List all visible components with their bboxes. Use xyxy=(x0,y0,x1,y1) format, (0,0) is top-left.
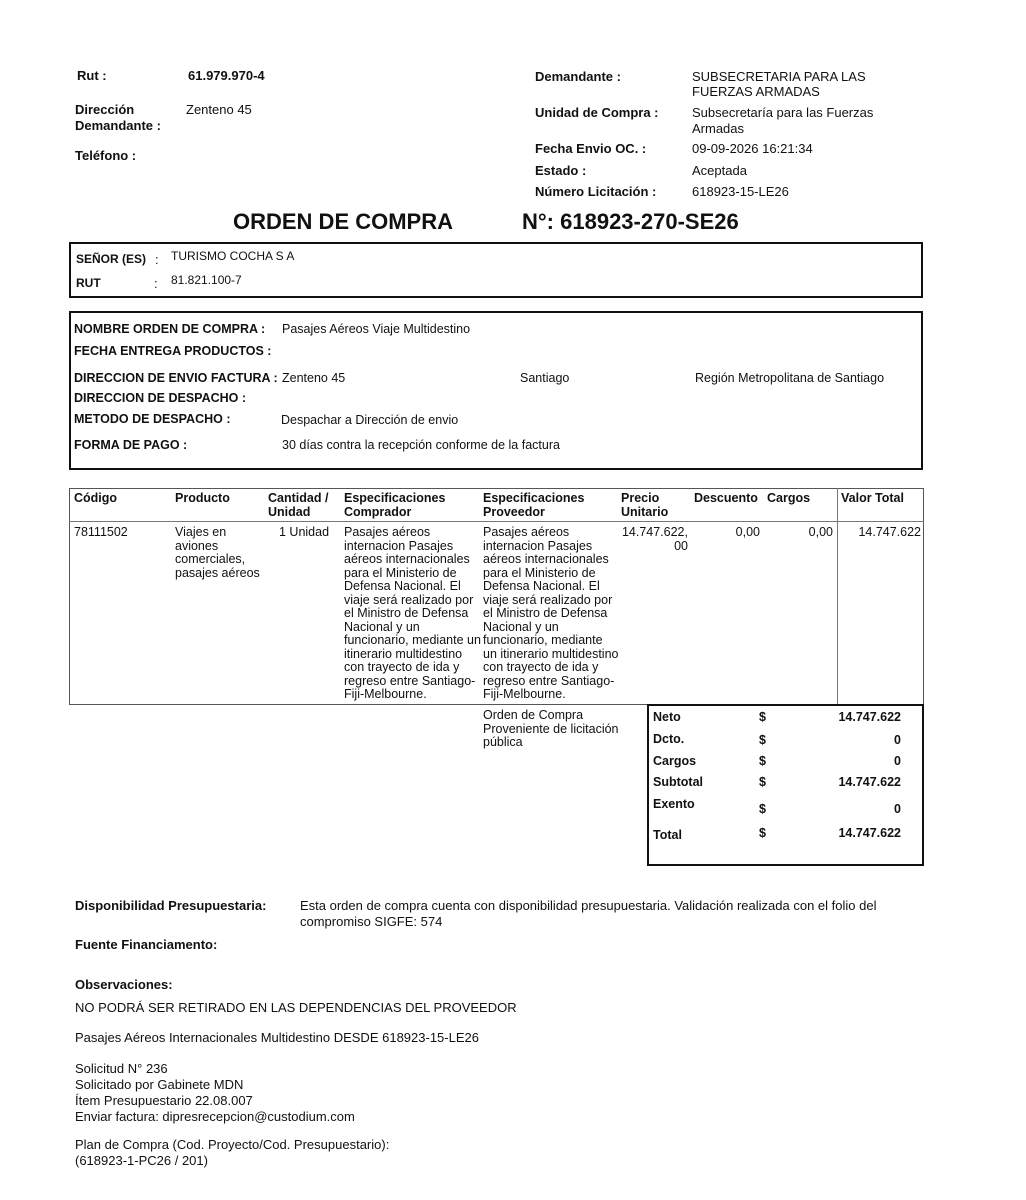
nombre-orden-label: NOMBRE ORDEN DE COMPRA : xyxy=(74,322,266,336)
table-header-divider xyxy=(69,521,924,522)
direccion-factura-ciudad: Santiago xyxy=(520,371,570,385)
unidad-compra-value: Subsecretaría para las Fuerzas xyxy=(692,105,874,120)
header-esp-comprador-2: Comprador xyxy=(344,505,412,519)
totals-dcto-label: Dcto. xyxy=(653,732,685,746)
observation-line: Pasajes Aéreos Internacionales Multidestino DESDE 618923-15-LE26 xyxy=(75,1030,479,1045)
fecha-envio-label: Fecha Envio OC. : xyxy=(535,141,647,156)
supplier-rut-colon: : xyxy=(154,276,158,291)
unidad-compra-value-2: Armadas xyxy=(692,121,745,136)
row-cantidad: 1 Unidad xyxy=(279,525,330,539)
totals-exento-label: Exento xyxy=(653,797,695,811)
unidad-compra-label: Unidad de Compra : xyxy=(535,105,659,120)
row-esp-comprador-line: Defensa Nacional. El xyxy=(344,579,461,593)
origin-note-line: Orden de Compra xyxy=(483,708,584,722)
order-details-box xyxy=(69,311,923,470)
estado-value: Aceptada xyxy=(692,163,747,178)
origin-note xyxy=(483,709,619,750)
observaciones-label: Observaciones: xyxy=(75,977,173,992)
demandante-label: Demandante : xyxy=(535,69,621,84)
senor-value: TURISMO COCHA S A xyxy=(171,249,295,263)
row-descuento: 0,00 xyxy=(735,525,760,539)
observation-block xyxy=(75,1061,355,1125)
row-esp-proveedor-line: regreso entre Santiago- xyxy=(483,673,615,688)
row-esp-comprador-line: el Ministro de Defensa xyxy=(344,606,469,620)
fecha-entrega-label: FECHA ENTREGA PRODUCTOS : xyxy=(74,344,272,358)
direccion-label: Dirección xyxy=(75,102,135,117)
licitacion-label: Número Licitación : xyxy=(535,184,657,199)
disponibilidad-label: Disponibilidad Presupuestaria: xyxy=(75,898,267,913)
row-esp-comprador-line: Fiji-Melbourne. xyxy=(344,687,427,701)
observation-line: Solicitado por Gabinete MDN xyxy=(75,1077,244,1092)
row-esp-comprador-line: con trayecto de ida y xyxy=(344,660,460,674)
supplier-rut-value: 81.821.100-7 xyxy=(171,273,242,287)
forma-pago-value: 30 días contra la recepción conforme de la factura xyxy=(282,438,560,452)
row-precio-line: 00 xyxy=(674,538,688,553)
row-esp-proveedor-line: Pasajes aéreos xyxy=(483,525,570,539)
row-esp-comprador-line: aéreos internacionales xyxy=(344,552,470,566)
origin-note-line: pública xyxy=(483,735,523,749)
telefono-label: Teléfono : xyxy=(75,148,137,163)
header-producto: Producto xyxy=(175,491,230,505)
row-esp-proveedor-line: Fiji-Melbourne. xyxy=(483,687,566,701)
row-esp-proveedor xyxy=(483,526,619,702)
direccion-label-2: Demandante : xyxy=(75,118,161,133)
row-esp-proveedor-line: Nacional y un xyxy=(483,619,559,634)
row-valor-total: 14.747.622 xyxy=(858,525,921,539)
direccion-value: Zenteno 45 xyxy=(186,102,252,117)
page-title: ORDEN DE COMPRA xyxy=(233,209,454,234)
disponibilidad-value: Esta orden de compra cuenta con disponibilidad presupuestaria. Validación realizada con el folio del xyxy=(300,898,877,913)
totals-neto-currency: $ xyxy=(759,710,766,724)
totals-cargos-label: Cargos xyxy=(653,754,697,768)
totals-box xyxy=(647,704,924,866)
disponibilidad-value-2: compromiso SIGFE: 574 xyxy=(300,914,443,929)
row-esp-proveedor-line: el Ministro de Defensa xyxy=(483,606,608,620)
observation-line: (618923-1-PC26 / 201) xyxy=(75,1153,208,1168)
header-esp-proveedor-2: Proveedor xyxy=(483,505,545,519)
observation-line: Plan de Compra (Cod. Proyecto/Cod. Presupuestario): xyxy=(75,1137,390,1152)
header-precio-2: Unitario xyxy=(621,505,669,519)
supplier-rut-label: RUT xyxy=(76,276,101,290)
direccion-despacho-label: DIRECCION DE DESPACHO : xyxy=(74,391,247,405)
row-esp-proveedor-line: internacion Pasajes xyxy=(483,538,593,553)
totals-exento-value: 0 xyxy=(894,802,901,816)
metodo-despacho-value: Despachar a Dirección de envio xyxy=(281,413,459,427)
observation-line: Enviar factura: dipresrecepcion@custodium.com xyxy=(75,1109,355,1124)
plan-compra-block xyxy=(75,1137,389,1169)
header-cantidad-2: Unidad xyxy=(268,505,311,519)
row-esp-proveedor-line: para el Ministerio de xyxy=(483,565,596,580)
rut-value: 61.979.970-4 xyxy=(188,68,265,83)
senor-label: SEÑOR (ES) xyxy=(76,252,147,266)
totals-cargos-value: 0 xyxy=(894,754,901,768)
rut-label: Rut : xyxy=(77,68,107,83)
observation-line: NO PODRÁ SER RETIRADO EN LAS DEPENDENCIAS DEL PROVEEDOR xyxy=(75,1000,517,1015)
row-producto-line: aviones xyxy=(175,538,219,553)
row-esp-comprador-line: Pasajes aéreos xyxy=(344,525,431,539)
direccion-factura-label: DIRECCION DE ENVIO FACTURA : xyxy=(74,371,278,385)
row-precio-line: 14.747.622, xyxy=(621,525,688,539)
row-precio xyxy=(610,526,688,553)
row-esp-proveedor-line: Defensa Nacional. El xyxy=(483,579,600,593)
header-precio: Precio xyxy=(621,491,660,505)
metodo-despacho-label: METODO DE DESPACHO : xyxy=(74,412,231,426)
order-number: N°: 618923-270-SE26 xyxy=(522,209,739,234)
nombre-orden-value: Pasajes Aéreos Viaje Multidestino xyxy=(282,322,471,336)
origin-note-line: Proveniente de licitación xyxy=(483,721,619,736)
direccion-factura-region: Región Metropolitana de Santiago xyxy=(695,371,885,385)
senor-colon: : xyxy=(155,252,159,267)
row-codigo: 78111502 xyxy=(74,525,128,539)
row-producto-line: pasajes aéreos xyxy=(175,565,260,580)
totals-subtotal-value: 14.747.622 xyxy=(838,775,901,789)
estado-label: Estado : xyxy=(535,163,587,178)
row-producto xyxy=(175,526,260,580)
totals-dcto-value: 0 xyxy=(894,733,901,747)
forma-pago-label: FORMA DE PAGO : xyxy=(74,438,188,452)
row-producto-line: comerciales, xyxy=(175,552,246,566)
header-cargos: Cargos xyxy=(767,491,811,505)
row-esp-comprador-line: viaje será realizado por xyxy=(344,592,474,607)
header-cantidad: Cantidad / xyxy=(268,491,329,505)
row-esp-comprador-line: Nacional y un xyxy=(344,619,420,634)
table-column-divider xyxy=(837,488,838,705)
row-producto-line: Viajes en xyxy=(175,525,227,539)
row-esp-proveedor-line: aéreos internacionales xyxy=(483,552,609,566)
totals-total-label: Total xyxy=(653,828,682,842)
totals-exento-currency: $ xyxy=(759,802,766,816)
header-codigo: Código xyxy=(74,491,118,505)
fecha-envio-value: 09-09-2026 16:21:34 xyxy=(692,141,813,156)
row-esp-comprador-line: internacion Pasajes xyxy=(344,538,454,553)
fuente-label: Fuente Financiamento: xyxy=(75,937,218,952)
totals-neto-label: Neto xyxy=(653,710,681,724)
totals-subtotal-currency: $ xyxy=(759,775,766,789)
header-esp-proveedor: Especificaciones xyxy=(483,491,585,505)
demandante-value-2: FUERZAS ARMADAS xyxy=(692,84,820,99)
supplier-box xyxy=(69,242,923,298)
row-esp-comprador-line: funcionario, mediante un xyxy=(344,633,481,647)
licitacion-value: 618923-15-LE26 xyxy=(692,184,789,199)
header-valor-total: Valor Total xyxy=(841,491,904,505)
totals-cargos-currency: $ xyxy=(759,754,766,768)
direccion-factura-value: Zenteno 45 xyxy=(282,371,346,385)
row-esp-proveedor-line: funcionario, mediante xyxy=(483,633,603,647)
observation-line: Solicitud N° 236 xyxy=(75,1061,168,1076)
totals-dcto-currency: $ xyxy=(759,733,766,747)
totals-total-currency: $ xyxy=(759,826,766,840)
demandante-value: SUBSECRETARIA PARA LAS xyxy=(692,69,866,84)
observation-line: Ítem Presupuestario 22.08.007 xyxy=(75,1093,253,1108)
row-esp-comprador xyxy=(344,526,481,702)
row-esp-proveedor-line: viaje será realizado por xyxy=(483,592,613,607)
row-esp-proveedor-line: un itinerario multidestino xyxy=(483,646,619,661)
header-descuento: Descuento xyxy=(694,491,758,505)
totals-subtotal-label: Subtotal xyxy=(653,775,703,789)
header-esp-comprador: Especificaciones xyxy=(344,491,446,505)
row-esp-proveedor-line: con trayecto de ida y xyxy=(483,660,599,674)
row-esp-comprador-line: itinerario multidestino xyxy=(344,646,463,661)
row-esp-comprador-line: regreso entre Santiago- xyxy=(344,673,476,688)
row-esp-comprador-line: para el Ministerio de xyxy=(344,565,457,580)
totals-total-value: 14.747.622 xyxy=(838,826,901,840)
row-cargos: 0,00 xyxy=(808,525,833,539)
totals-neto-value: 14.747.622 xyxy=(838,710,901,724)
